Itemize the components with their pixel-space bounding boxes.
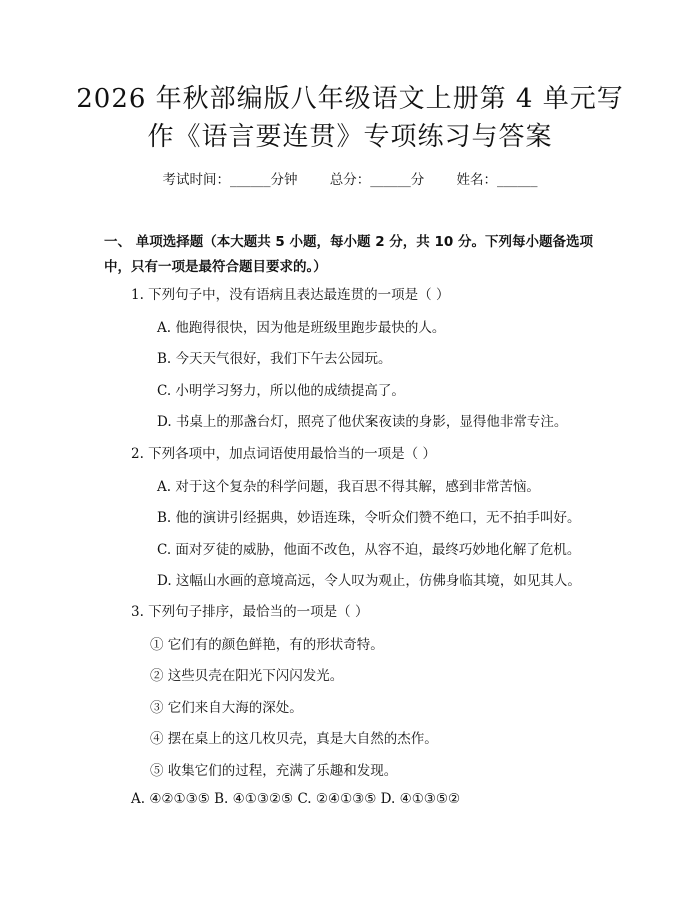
- question-1-option-c: C. 小明学习努力，所以他的成绩提高了。: [157, 383, 405, 399]
- exam-name: 姓名：______: [456, 172, 538, 188]
- title-line-1: 2026 年秋部编版八年级语文上册第 4 单元写: [76, 84, 624, 114]
- question-2-option-b: B. 他的演讲引经据典，妙语连珠，令听众们赞不绝口，无不拍手叫好。: [157, 510, 581, 526]
- question-3-answer-options: A. ④②①③⑤ B. ④①③②⑤ C. ②④①③⑤ D. ④①③⑤②: [131, 791, 461, 807]
- question-2-option-a: A. 对于这个复杂的科学问题，我百思不得其解，感到非常苦恼。: [157, 479, 540, 495]
- document-title: [40, 80, 660, 156]
- question-2-option-d: D. 这幅山水画的意境高远，令人叹为观止，仿佛身临其境，如见其人。: [157, 573, 581, 589]
- question-3-sentence-2: ② 这些贝壳在阳光下闪闪发光。: [150, 668, 344, 684]
- question-1-option-d: D. 书桌上的那盏台灯，照亮了他伏案夜读的身影，显得他非常专注。: [157, 414, 568, 430]
- question-3-sentence-4: ④ 摆在桌上的这几枚贝壳，真是大自然的杰作。: [150, 731, 438, 747]
- title-line-2: 作《语言要连贯》专项练习与答案: [147, 122, 553, 152]
- question-1-option-b: B. 今天天气很好，我们下午去公园玩。: [157, 351, 392, 367]
- question-2-stem: 2. 下列各项中，加点词语使用最恰当的一项是（ ）: [131, 446, 436, 462]
- exam-score: 总分：______分: [329, 172, 425, 188]
- exam-time: 考试时间：______分钟: [162, 172, 298, 188]
- question-1-option-a: A. 他跑得很快，因为他是班级里跑步最快的人。: [157, 320, 446, 336]
- exam-info-line: [0, 168, 700, 188]
- question-3-sentence-5: ⑤ 收集它们的过程，充满了乐趣和发现。: [150, 763, 398, 779]
- question-1-stem: 1. 下列句子中，没有语病且表达最连贯的一项是（ ）: [131, 287, 450, 303]
- section-heading: 一、 单项选择题（本大题共 5 小题，每小题 2 分，共 10 分。下列每小题备选项中，只有一项是最符合题目要求的。）: [104, 234, 593, 275]
- question-3-sentence-1: ① 它们有的颜色鲜艳，有的形状奇特。: [150, 637, 384, 653]
- question-2-option-c: C. 面对歹徒的威胁，他面不改色，从容不迫，最终巧妙地化解了危机。: [157, 542, 581, 558]
- question-3-sentence-3: ③ 它们来自大海的深处。: [150, 700, 303, 716]
- question-3-stem: 3. 下列句子排序，最恰当的一项是（ ）: [131, 604, 369, 620]
